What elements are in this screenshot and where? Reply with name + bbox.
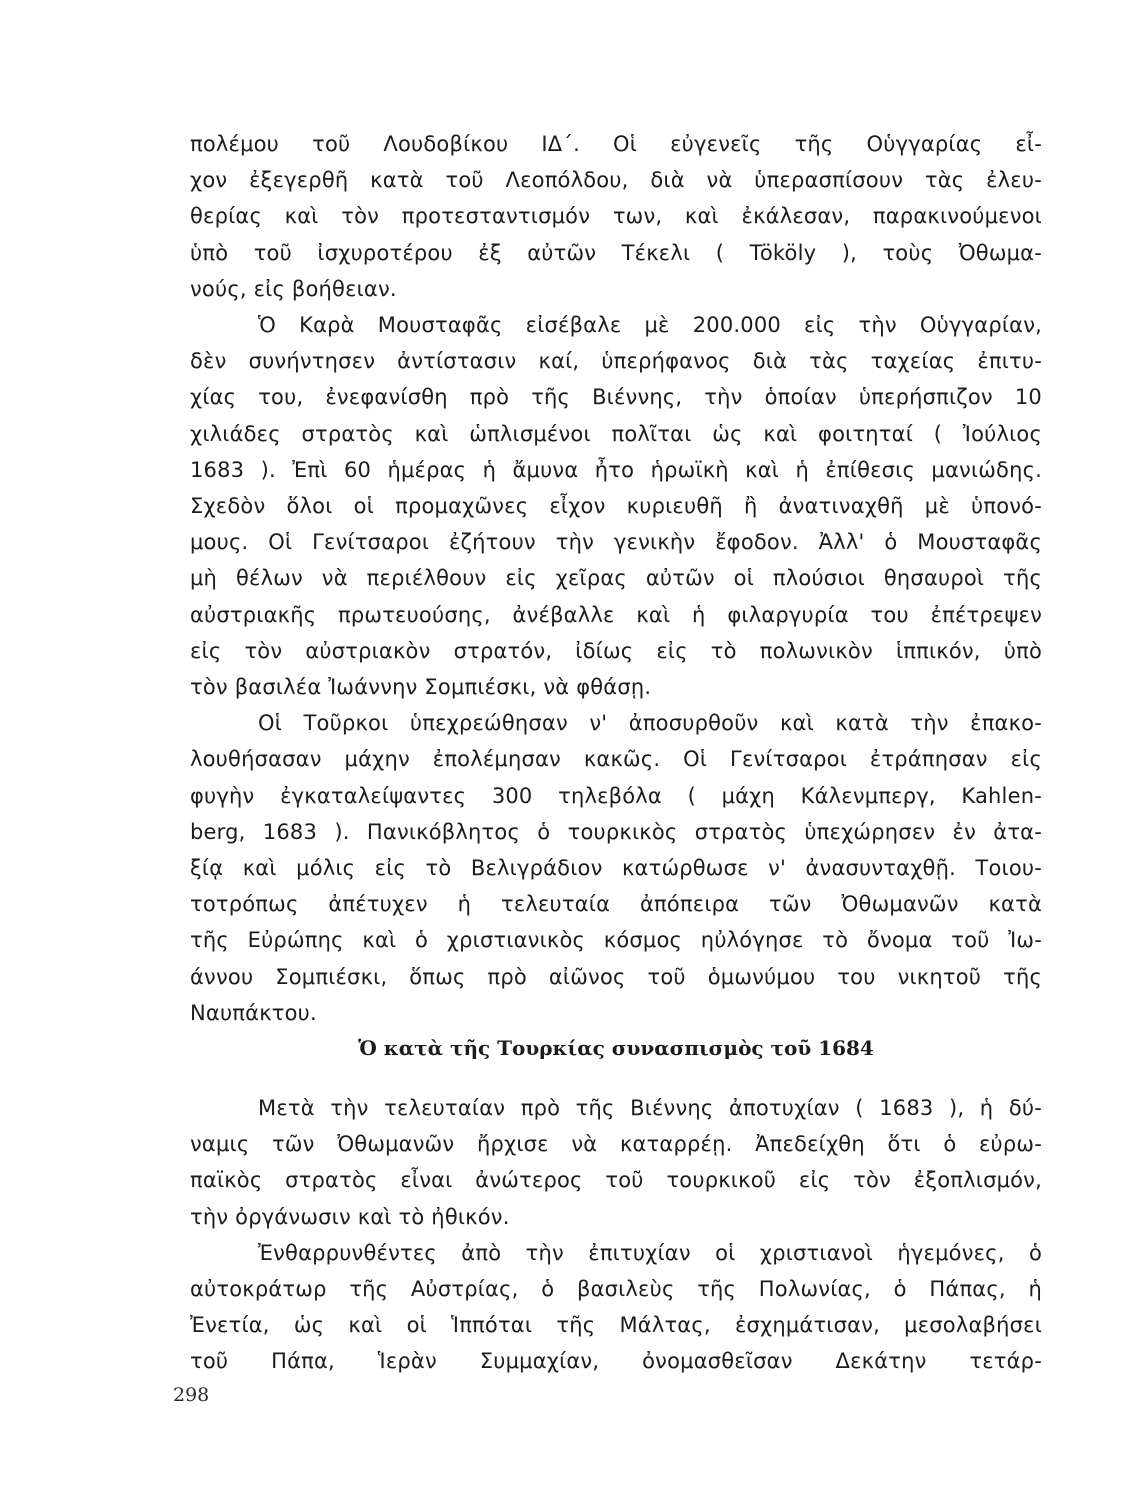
text-line: αὐτοκράτωρ τῆς Αὐστρίας, ὁ βασιλεὺς τῆς Πολωνίας, ὁ Πάπας, ἡ	[190, 1277, 1042, 1302]
text-line: Ἐνθαρρυνθέντες ἀπὸ τὴν ἐπιτυχίαν οἱ χριστιανοὶ ἡγεμόνες, ὁ	[258, 1240, 1042, 1265]
text-line: μους. Οἱ Γενίτσαροι ἐζήτουν τὴν γενικὴν ἔφοδον. Ἀλλ' ὁ Μουσταφᾶς	[190, 530, 1042, 555]
text-line: Οἱ Τοῦρκοι ὑπεχρεώθησαν ν' ἀποσυρθοῦν καὶ κατὰ τὴν ἐπακο-	[258, 711, 1042, 736]
text-line: ναμις τῶν Ὀθωμανῶν ἤρχισε νὰ καταρρέῃ. Ἀπεδείχθη ὅτι ὁ εὐρω-	[190, 1132, 1042, 1157]
text-line: Ὁ Καρὰ Μουσταφᾶς εἰσέβαλε μὲ 200.000 εἰς τὴν Οὑγγαρίαν,	[258, 313, 1042, 338]
text-line: berg, 1683 ). Πανικόβλητος ὁ τουρκικὸς στρατὸς ὑπεχώρησεν ἐν ἀτα-	[190, 819, 1042, 844]
text-line: Ναυπάκτου.	[190, 1000, 317, 1025]
body-text-before-heading	[190, 126, 1042, 1031]
text-line: 1683 ). Ἐπὶ 60 ἡμέρας ἡ ἄμυνα ἦτο ἡρωϊκὴ καὶ ἡ ἐπίθεσις μανιώδης.	[190, 457, 1042, 482]
text-line: θερίας καὶ τὸν προτεσταντισμόν των, καὶ ἐκάλεσαν, παρακινούμενοι	[190, 204, 1042, 229]
text-line: αὐστριακῆς πρωτευούσης, ἀνέβαλλε καὶ ἡ φιλαργυρία του ἐπέτρεψεν	[190, 602, 1042, 627]
text-line: μὴ θέλων νὰ περιέλθουν εἰς χεῖρας αὐτῶν οἱ πλούσιοι θησαυροὶ τῆς	[190, 566, 1042, 591]
text-line: Ἐνετία, ὡς καὶ οἱ Ἱππόται τῆς Μάλτας, ἐσχημάτισαν, μεσολαβήσει	[190, 1313, 1042, 1338]
text-line: δὲν συνήντησεν ἀντίστασιν καί, ὑπερήφανος διὰ τὰς ταχείας ἐπιτυ-	[190, 349, 1042, 374]
text-line: Σχεδὸν ὅλοι οἱ προμαχῶνες εἶχον κυριευθῆ ἢ ἀνατιναχθῆ μὲ ὑπονό-	[190, 494, 1042, 519]
text-line: Μετὰ τὴν τελευταίαν πρὸ τῆς Βιέννης ἀποτυχίαν ( 1683 ), ἡ δύ-	[258, 1096, 1042, 1120]
page-number: 298	[173, 1384, 210, 1406]
text-line: τὸν βασιλέα Ἰωάννην Σομπιέσκι, νὰ φθάσῃ.	[190, 675, 652, 700]
text-line: χίας του, ἐνεφανίσθη πρὸ τῆς Βιέννης, τὴν ὁποίαν ὑπερήσπιζον 10	[190, 385, 1042, 410]
section-heading: Ὁ κατὰ τῆς Τουρκίας συνασπισμὸς τοῦ 1684	[358, 1036, 874, 1060]
body-text-after-heading	[190, 1090, 1042, 1380]
text-line: τὴν ὀργάνωσιν καὶ τὸ ἠθικόν.	[190, 1204, 510, 1229]
text-line: εἰς τὸν αὐστριακὸν στρατόν, ἰδίως εἰς τὸ πολωνικὸν ἱππικόν, ὑπὸ	[190, 638, 1042, 663]
text-line: λουθήσασαν μάχην ἐπολέμησαν κακῶς. Οἱ Γενίτσαροι ἐτράπησαν εἰς	[190, 747, 1042, 772]
text-line: τοτρόπως ἀπέτυχεν ἡ τελευταία ἀπόπειρα τῶν Ὀθωμανῶν κατὰ	[190, 892, 1042, 917]
text-line: ξίᾳ καὶ μόλις εἰς τὸ Βελιγράδιον κατώρθωσε ν' ἀνασυνταχθῇ. Τοιου-	[190, 856, 1042, 881]
text-line: τῆς Εὐρώπης καὶ ὁ χριστιανικὸς κόσμος ηὐλόγησε τὸ ὄνομα τοῦ Ἰω-	[190, 928, 1042, 953]
text-line: χιλιάδες στρατὸς καὶ ὡπλισμένοι πολῖται ὡς καὶ φοιτηταί ( Ἰούλιος	[190, 421, 1042, 446]
text-line: φυγὴν ἐγκαταλείψαντες 300 τηλεβόλα ( μάχη Κάλενμπεργ, Kahlen-	[190, 783, 1042, 808]
text-line: χον ἐξεγερθῆ κατὰ τοῦ Λεοπόλδου, διὰ νὰ ὑπερασπίσουν τὰς ἐλευ-	[190, 168, 1042, 193]
text-line: νούς, εἰς βοήθειαν.	[190, 276, 397, 301]
text-line: τοῦ Πάπα, Ἱερὰν Συμμαχίαν, ὀνομασθεῖσαν Δεκάτην τετάρ-	[190, 1349, 1042, 1374]
text-line: άννου Σομπιέσκι, ὅπως πρὸ αἰῶνος τοῦ ὁμωνύμου του νικητοῦ τῆς	[190, 964, 1042, 989]
text-line: πολέμου τοῦ Λουδοβίκου ΙΔ΄. Οἱ εὐγενεῖς τῆς Οὑγγαρίας εἶ-	[190, 132, 1042, 156]
text-line: ὑπὸ τοῦ ἰσχυροτέρου ἐξ αὐτῶν Τέκελι ( Tököly ), τοὺς Ὀθωμα-	[190, 240, 1042, 265]
text-line: παϊκὸς στρατὸς εἶναι ἀνώτερος τοῦ τουρκικοῦ εἰς τὸν ἐξοπλισμόν,	[190, 1168, 1042, 1193]
